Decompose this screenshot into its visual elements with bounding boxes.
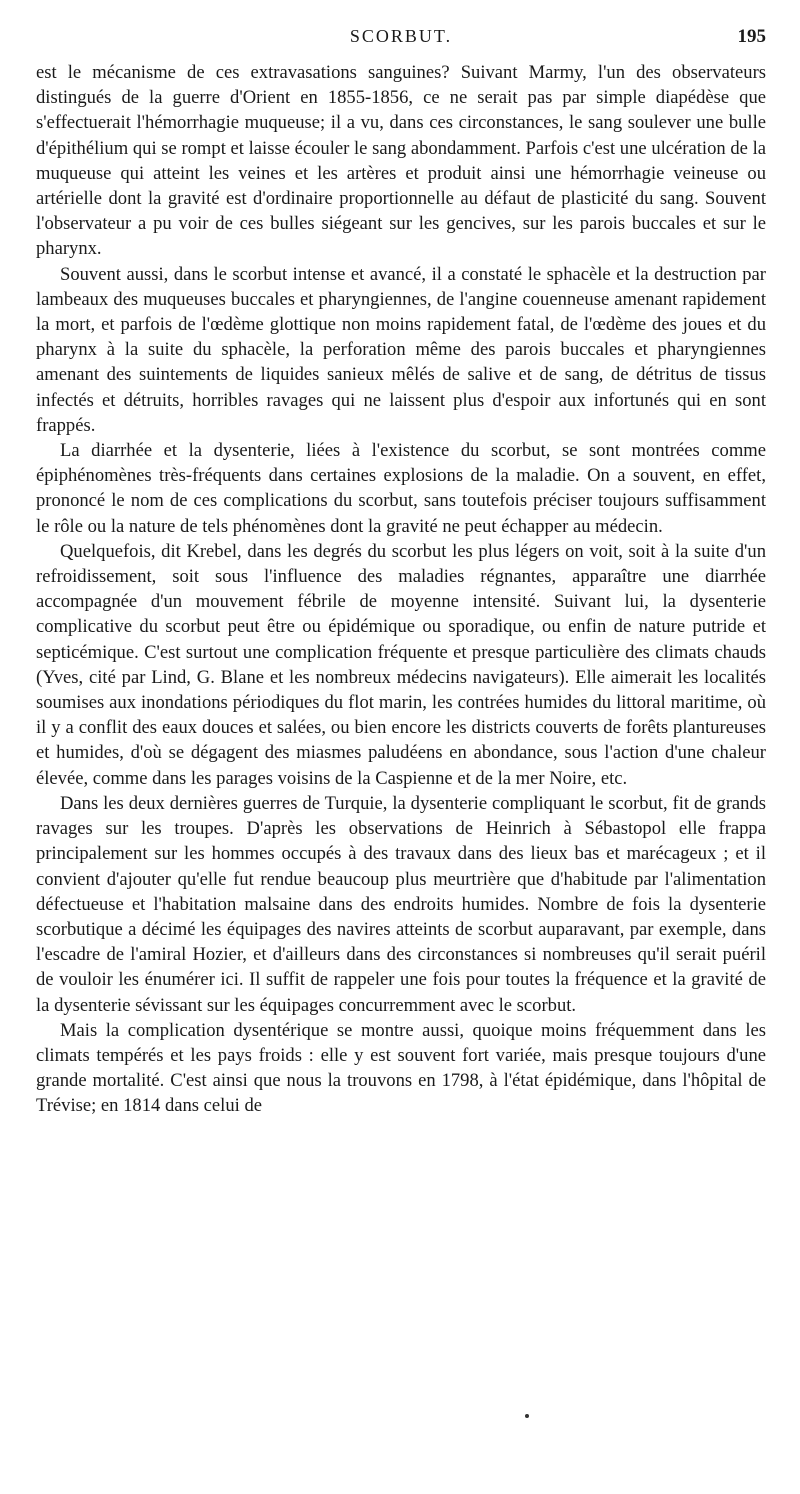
running-title: SCORBUT.	[349, 26, 453, 46]
paragraph-2: Souvent aussi, dans le scorbut intense et avancé, il a constaté le sphacèle et la destruction par lambeaux des muqueuses buccales et pharyngiennes, de l'angine couenneuse amenant rapidement la mort, et parfois de l'œdème glottique non moins rapidement fatal, de l'œdème des joues et du pharynx à la suite du sphacèle, la perforation même des parois buccales et pharyngiennes amenant des suintements de liquides sanieux mêlés de salive et de sang, de détritus de tissus infectés et détruits, horribles ravages qui ne laissent plus d'espoir aux infortunés qui en sont frappés.	[36, 263, 766, 436]
paragraph-1: est le mécanisme de ces extravasations sanguines? Suivant Marmy, l'un des observateurs distingués de la guerre d'Orient en 1855-1856, ce ne serait pas par simple diapédèse que s'effectuerait l'hémorrhagie muqueuse; il a vu, dans ces circonstances, le sang soulever une bulle d'épithélium qui se rompt et laisse écouler le sang abondamment. Parfois c'est une ulcération de la muqueuse qui atteint les veines et les artères et produit ainsi une hémorrhagie veineuse ou artérielle dont la gravité est d'ordinaire proportionnelle au défaut de plasticité du sang. Souvent l'observateur a pu voir de ces bulles siégeant sur les gencives, sur les parois buccales et sur le pharynx.	[36, 62, 766, 260]
ink-dot	[525, 1414, 529, 1418]
paragraph-5: Dans les deux dernières guerres de Turquie, la dysenterie compliquant le scorbut, fit de grands ravages sur les troupes. D'après les observations de Heinrich à Sébastopol elle frappa principalement sur les hommes occupés à des travaux dans des lieux bas et marécageux ; et il convient d'ajouter qu'elle fut rendue beaucoup plus meurtrière que d'habitude par l'alimentation défectueuse et l'habitation malsaine dans des endroits humides. Nombre de fois la dysenterie scorbutique a décimé les équipages des navires atteints de scorbut auparavant, par exemple, dans l'escadre de l'amiral Hozier, et d'ailleurs dans des circonstances si nombreuses qu'il serait puéril de vouloir les énumérer ici. Il suffit de rappeler une fois pour toutes la fréquence et la gravité de la dysenterie sévissant sur les équipages concurremment avec le scorbut.	[36, 792, 766, 1016]
running-head	[36, 26, 766, 52]
paragraph-3: La diarrhée et la dysenterie, liées à l'existence du scorbut, se sont montrées comme épiphénomènes très-fréquents dans certaines explosions de la maladie. On a souvent, en effet, prononcé le nom de ces complications du scorbut, sans toutefois préciser toujours suffisamment le rôle ou la nature de tels phénomènes dont la gravité ne peut échapper au médecin.	[36, 440, 766, 537]
body-text	[36, 60, 766, 1119]
paragraph-4: Quelquefois, dit Krebel, dans les degrés du scorbut les plus légers on voit, soit à la suite d'un refroidissement, soit sous l'influence des maladies régnantes, apparaître une diarrhée accompagnée d'un mouvement fébrile de moyenne intensité. Suivant lui, la dysenterie complicative du scorbut peut être ou épidémique ou sporadique, ou enfin de nature putride et septicémique. C'est surtout une complication fréquente et presque particulière des climats chauds (Yves, cité par Lind, G. Blane et les nombreux médecins navigateurs). Elle aimerait les localités soumises aux inondations périodiques du flot marin, les contrées humides du littoral maritime, où il y a conflit des eaux douces et salées, ou bien encore les districts couverts de forêts plantureuses et humides, d'où se dégagent des miasmes paludéens en abondance, sous l'action d'une chaleur élevée, comme dans les parages voisins de la Caspienne et de la mer Noire, etc.	[36, 540, 766, 789]
page-number: 195	[737, 26, 766, 47]
paragraph-6: Mais la complication dysentérique se montre aussi, quoique moins fréquemment dans les climats tempérés et les pays froids : elle y est souvent fort variée, mais presque toujours d'une grande mortalité. C'est ainsi que nous la trouvons en 1798, à l'état épidémique, dans l'hôpital de Trévise; en 1814 dans celui de	[36, 1019, 766, 1117]
